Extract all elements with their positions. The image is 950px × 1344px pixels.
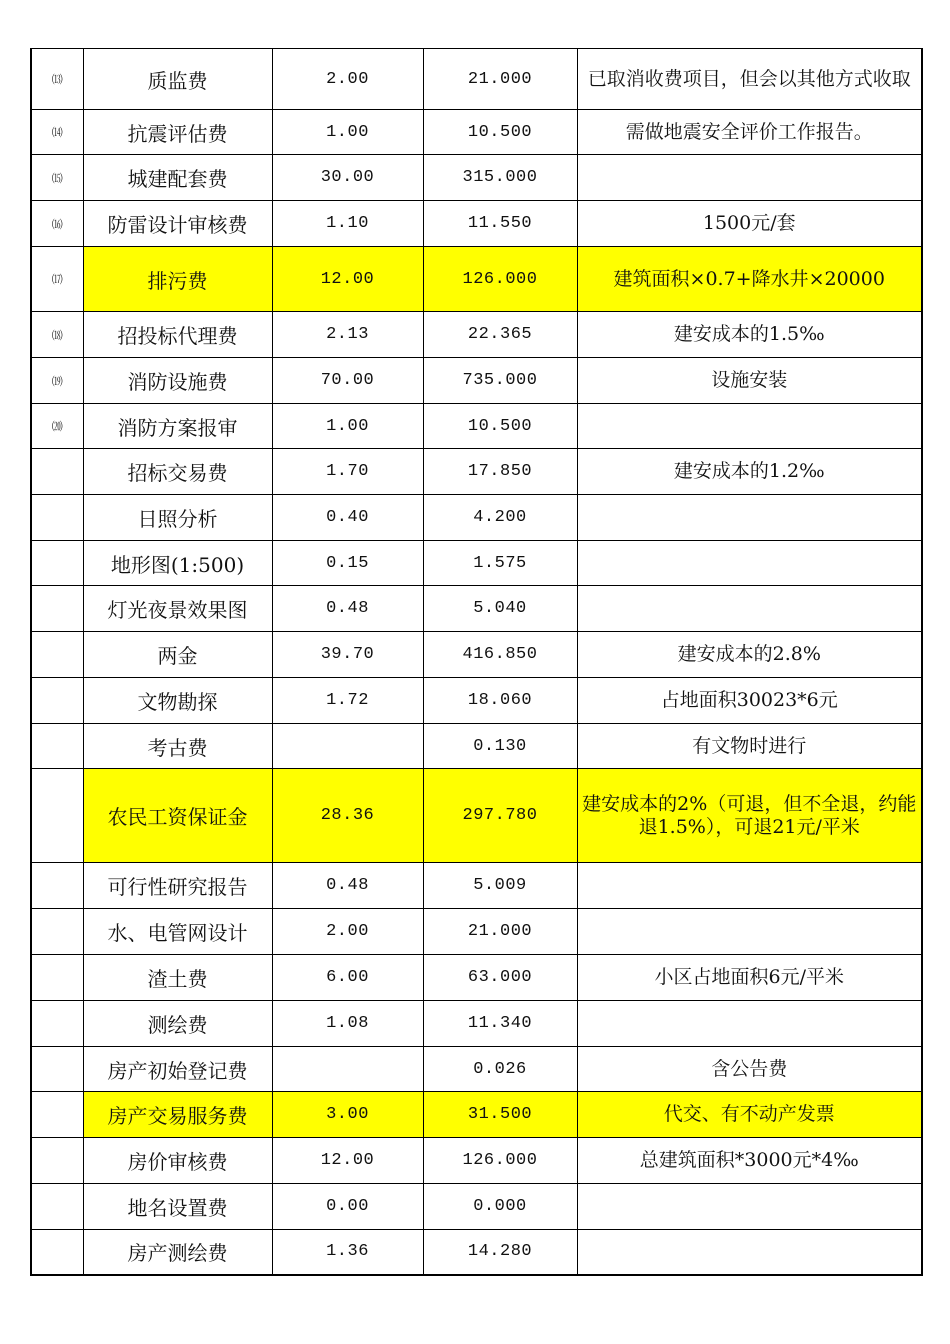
row-number bbox=[31, 1001, 83, 1047]
table-row bbox=[31, 586, 922, 632]
row-number bbox=[31, 1184, 83, 1230]
fee-value: 12.00 bbox=[272, 247, 423, 312]
row-number bbox=[31, 909, 83, 955]
fee-value: 1.00 bbox=[272, 404, 423, 449]
row-number bbox=[31, 449, 83, 495]
fee-amount: 315.000 bbox=[423, 155, 577, 201]
fee-value: 30.00 bbox=[272, 155, 423, 201]
fee-item-name: 房产初始登记费 bbox=[83, 1047, 272, 1092]
table-row bbox=[31, 632, 922, 678]
fee-table-body bbox=[31, 49, 922, 1275]
fee-item-name: 两金 bbox=[83, 632, 272, 678]
fee-amount: 297.780 bbox=[423, 769, 577, 863]
fee-note bbox=[577, 495, 922, 541]
table-row bbox=[31, 909, 922, 955]
fee-value: 1.70 bbox=[272, 449, 423, 495]
fee-amount: 126.000 bbox=[423, 247, 577, 312]
table-row bbox=[31, 724, 922, 769]
fee-note bbox=[577, 155, 922, 201]
row-number bbox=[31, 1092, 83, 1138]
row-number: ⒄ bbox=[31, 247, 83, 312]
fee-item-name: 质监费 bbox=[83, 49, 272, 110]
fee-amount: 14.280 bbox=[423, 1230, 577, 1275]
fee-value: 3.00 bbox=[272, 1092, 423, 1138]
row-number bbox=[31, 1138, 83, 1184]
fee-amount: 21.000 bbox=[423, 909, 577, 955]
fee-amount: 4.200 bbox=[423, 495, 577, 541]
fee-value: 12.00 bbox=[272, 1138, 423, 1184]
fee-note: 建安成本的2%（可退，但不全退，约能退1.5%），可退21元/平米 bbox=[577, 769, 922, 863]
fee-note: 建安成本的1.2‰ bbox=[577, 449, 922, 495]
fee-note bbox=[577, 863, 922, 909]
fee-note: 有文物时进行 bbox=[577, 724, 922, 769]
row-number bbox=[31, 495, 83, 541]
fee-value: 28.36 bbox=[272, 769, 423, 863]
fee-value: 0.15 bbox=[272, 541, 423, 586]
fee-item-name: 招标交易费 bbox=[83, 449, 272, 495]
fee-note: 设施安装 bbox=[577, 358, 922, 404]
fee-value: 1.72 bbox=[272, 678, 423, 724]
row-number bbox=[31, 586, 83, 632]
fee-item-name: 测绘费 bbox=[83, 1001, 272, 1047]
fee-amount: 18.060 bbox=[423, 678, 577, 724]
table-row bbox=[31, 247, 922, 312]
fee-note bbox=[577, 404, 922, 449]
table-row bbox=[31, 110, 922, 155]
row-number bbox=[31, 1047, 83, 1092]
table-row bbox=[31, 201, 922, 247]
fee-item-name: 房产测绘费 bbox=[83, 1230, 272, 1275]
fee-amount: 416.850 bbox=[423, 632, 577, 678]
table-row bbox=[31, 358, 922, 404]
fee-value bbox=[272, 724, 423, 769]
fee-item-name: 考古费 bbox=[83, 724, 272, 769]
row-number bbox=[31, 541, 83, 586]
fee-note: 代交、有不动产发票 bbox=[577, 1092, 922, 1138]
fee-item-name: 房价审核费 bbox=[83, 1138, 272, 1184]
fee-amount: 22.365 bbox=[423, 312, 577, 358]
table-row bbox=[31, 541, 922, 586]
table-row bbox=[31, 155, 922, 201]
row-number bbox=[31, 769, 83, 863]
table-row bbox=[31, 1184, 922, 1230]
fee-value: 70.00 bbox=[272, 358, 423, 404]
fee-note bbox=[577, 1184, 922, 1230]
fee-amount: 0.130 bbox=[423, 724, 577, 769]
fee-item-name: 地名设置费 bbox=[83, 1184, 272, 1230]
fee-value: 1.08 bbox=[272, 1001, 423, 1047]
fee-amount: 0.026 bbox=[423, 1047, 577, 1092]
fee-note bbox=[577, 586, 922, 632]
fee-note: 已取消收费项目，但会以其他方式收取 bbox=[577, 49, 922, 110]
fee-amount: 21.000 bbox=[423, 49, 577, 110]
fee-value: 0.40 bbox=[272, 495, 423, 541]
fee-note: 建筑面积×0.7+降水井×20000 bbox=[577, 247, 922, 312]
fee-note: 小区占地面积6元/平米 bbox=[577, 955, 922, 1001]
fee-value: 1.36 bbox=[272, 1230, 423, 1275]
row-number: ⒁ bbox=[31, 110, 83, 155]
table-row bbox=[31, 863, 922, 909]
fee-note: 含公告费 bbox=[577, 1047, 922, 1092]
fee-note bbox=[577, 1230, 922, 1275]
fee-item-name: 城建配套费 bbox=[83, 155, 272, 201]
fee-item-name: 日照分析 bbox=[83, 495, 272, 541]
fee-item-name: 可行性研究报告 bbox=[83, 863, 272, 909]
fee-item-name: 消防设施费 bbox=[83, 358, 272, 404]
fee-item-name: 房产交易服务费 bbox=[83, 1092, 272, 1138]
fee-amount: 31.500 bbox=[423, 1092, 577, 1138]
fee-amount: 10.500 bbox=[423, 404, 577, 449]
fee-amount: 11.550 bbox=[423, 201, 577, 247]
table-row bbox=[31, 1001, 922, 1047]
fee-item-name: 地形图(1:500) bbox=[83, 541, 272, 586]
fee-note: 1500元/套 bbox=[577, 201, 922, 247]
fee-item-name: 排污费 bbox=[83, 247, 272, 312]
fee-item-name: 招投标代理费 bbox=[83, 312, 272, 358]
row-number bbox=[31, 724, 83, 769]
fee-amount: 63.000 bbox=[423, 955, 577, 1001]
table-row bbox=[31, 495, 922, 541]
row-number: ⒇ bbox=[31, 404, 83, 449]
row-number bbox=[31, 955, 83, 1001]
fee-note: 总建筑面积*3000元*4‰ bbox=[577, 1138, 922, 1184]
fee-item-name: 渣土费 bbox=[83, 955, 272, 1001]
fee-value: 0.00 bbox=[272, 1184, 423, 1230]
table-row bbox=[31, 769, 922, 863]
fee-amount: 11.340 bbox=[423, 1001, 577, 1047]
fee-amount: 5.009 bbox=[423, 863, 577, 909]
table-row bbox=[31, 678, 922, 724]
row-number: ⒃ bbox=[31, 201, 83, 247]
fee-item-name: 消防方案报审 bbox=[83, 404, 272, 449]
fee-amount: 735.000 bbox=[423, 358, 577, 404]
fee-note bbox=[577, 1001, 922, 1047]
table-row bbox=[31, 1092, 922, 1138]
table-row bbox=[31, 404, 922, 449]
fee-value: 0.48 bbox=[272, 863, 423, 909]
fee-item-name: 防雷设计审核费 bbox=[83, 201, 272, 247]
table-row bbox=[31, 312, 922, 358]
fee-amount: 5.040 bbox=[423, 586, 577, 632]
fee-value: 2.13 bbox=[272, 312, 423, 358]
row-number: ⒆ bbox=[31, 358, 83, 404]
table-row bbox=[31, 1047, 922, 1092]
fee-item-name: 水、电管网设计 bbox=[83, 909, 272, 955]
fee-amount: 1.575 bbox=[423, 541, 577, 586]
fee-note bbox=[577, 541, 922, 586]
fee-value: 1.10 bbox=[272, 201, 423, 247]
fee-value: 2.00 bbox=[272, 49, 423, 110]
fee-value bbox=[272, 1047, 423, 1092]
fee-value: 1.00 bbox=[272, 110, 423, 155]
fee-value: 0.48 bbox=[272, 586, 423, 632]
row-number bbox=[31, 1230, 83, 1275]
fee-item-name: 农民工资保证金 bbox=[83, 769, 272, 863]
table-row bbox=[31, 1138, 922, 1184]
fee-amount: 126.000 bbox=[423, 1138, 577, 1184]
row-number bbox=[31, 632, 83, 678]
row-number bbox=[31, 863, 83, 909]
fee-value: 39.70 bbox=[272, 632, 423, 678]
fee-note bbox=[577, 909, 922, 955]
row-number: ⒀ bbox=[31, 49, 83, 110]
fee-note: 需做地震安全评价工作报告。 bbox=[577, 110, 922, 155]
table-row bbox=[31, 1230, 922, 1275]
fee-amount: 17.850 bbox=[423, 449, 577, 495]
fee-item-name: 抗震评估费 bbox=[83, 110, 272, 155]
fee-table bbox=[30, 48, 923, 1276]
row-number: ⒅ bbox=[31, 312, 83, 358]
table-row bbox=[31, 449, 922, 495]
table-row bbox=[31, 955, 922, 1001]
fee-amount: 0.000 bbox=[423, 1184, 577, 1230]
row-number: ⒂ bbox=[31, 155, 83, 201]
fee-item-name: 灯光夜景效果图 bbox=[83, 586, 272, 632]
row-number bbox=[31, 678, 83, 724]
table-row bbox=[31, 49, 922, 110]
fee-value: 6.00 bbox=[272, 955, 423, 1001]
fee-note: 占地面积30023*6元 bbox=[577, 678, 922, 724]
fee-amount: 10.500 bbox=[423, 110, 577, 155]
fee-item-name: 文物勘探 bbox=[83, 678, 272, 724]
fee-value: 2.00 bbox=[272, 909, 423, 955]
fee-note: 建安成本的2.8% bbox=[577, 632, 922, 678]
fee-note: 建安成本的1.5‰ bbox=[577, 312, 922, 358]
